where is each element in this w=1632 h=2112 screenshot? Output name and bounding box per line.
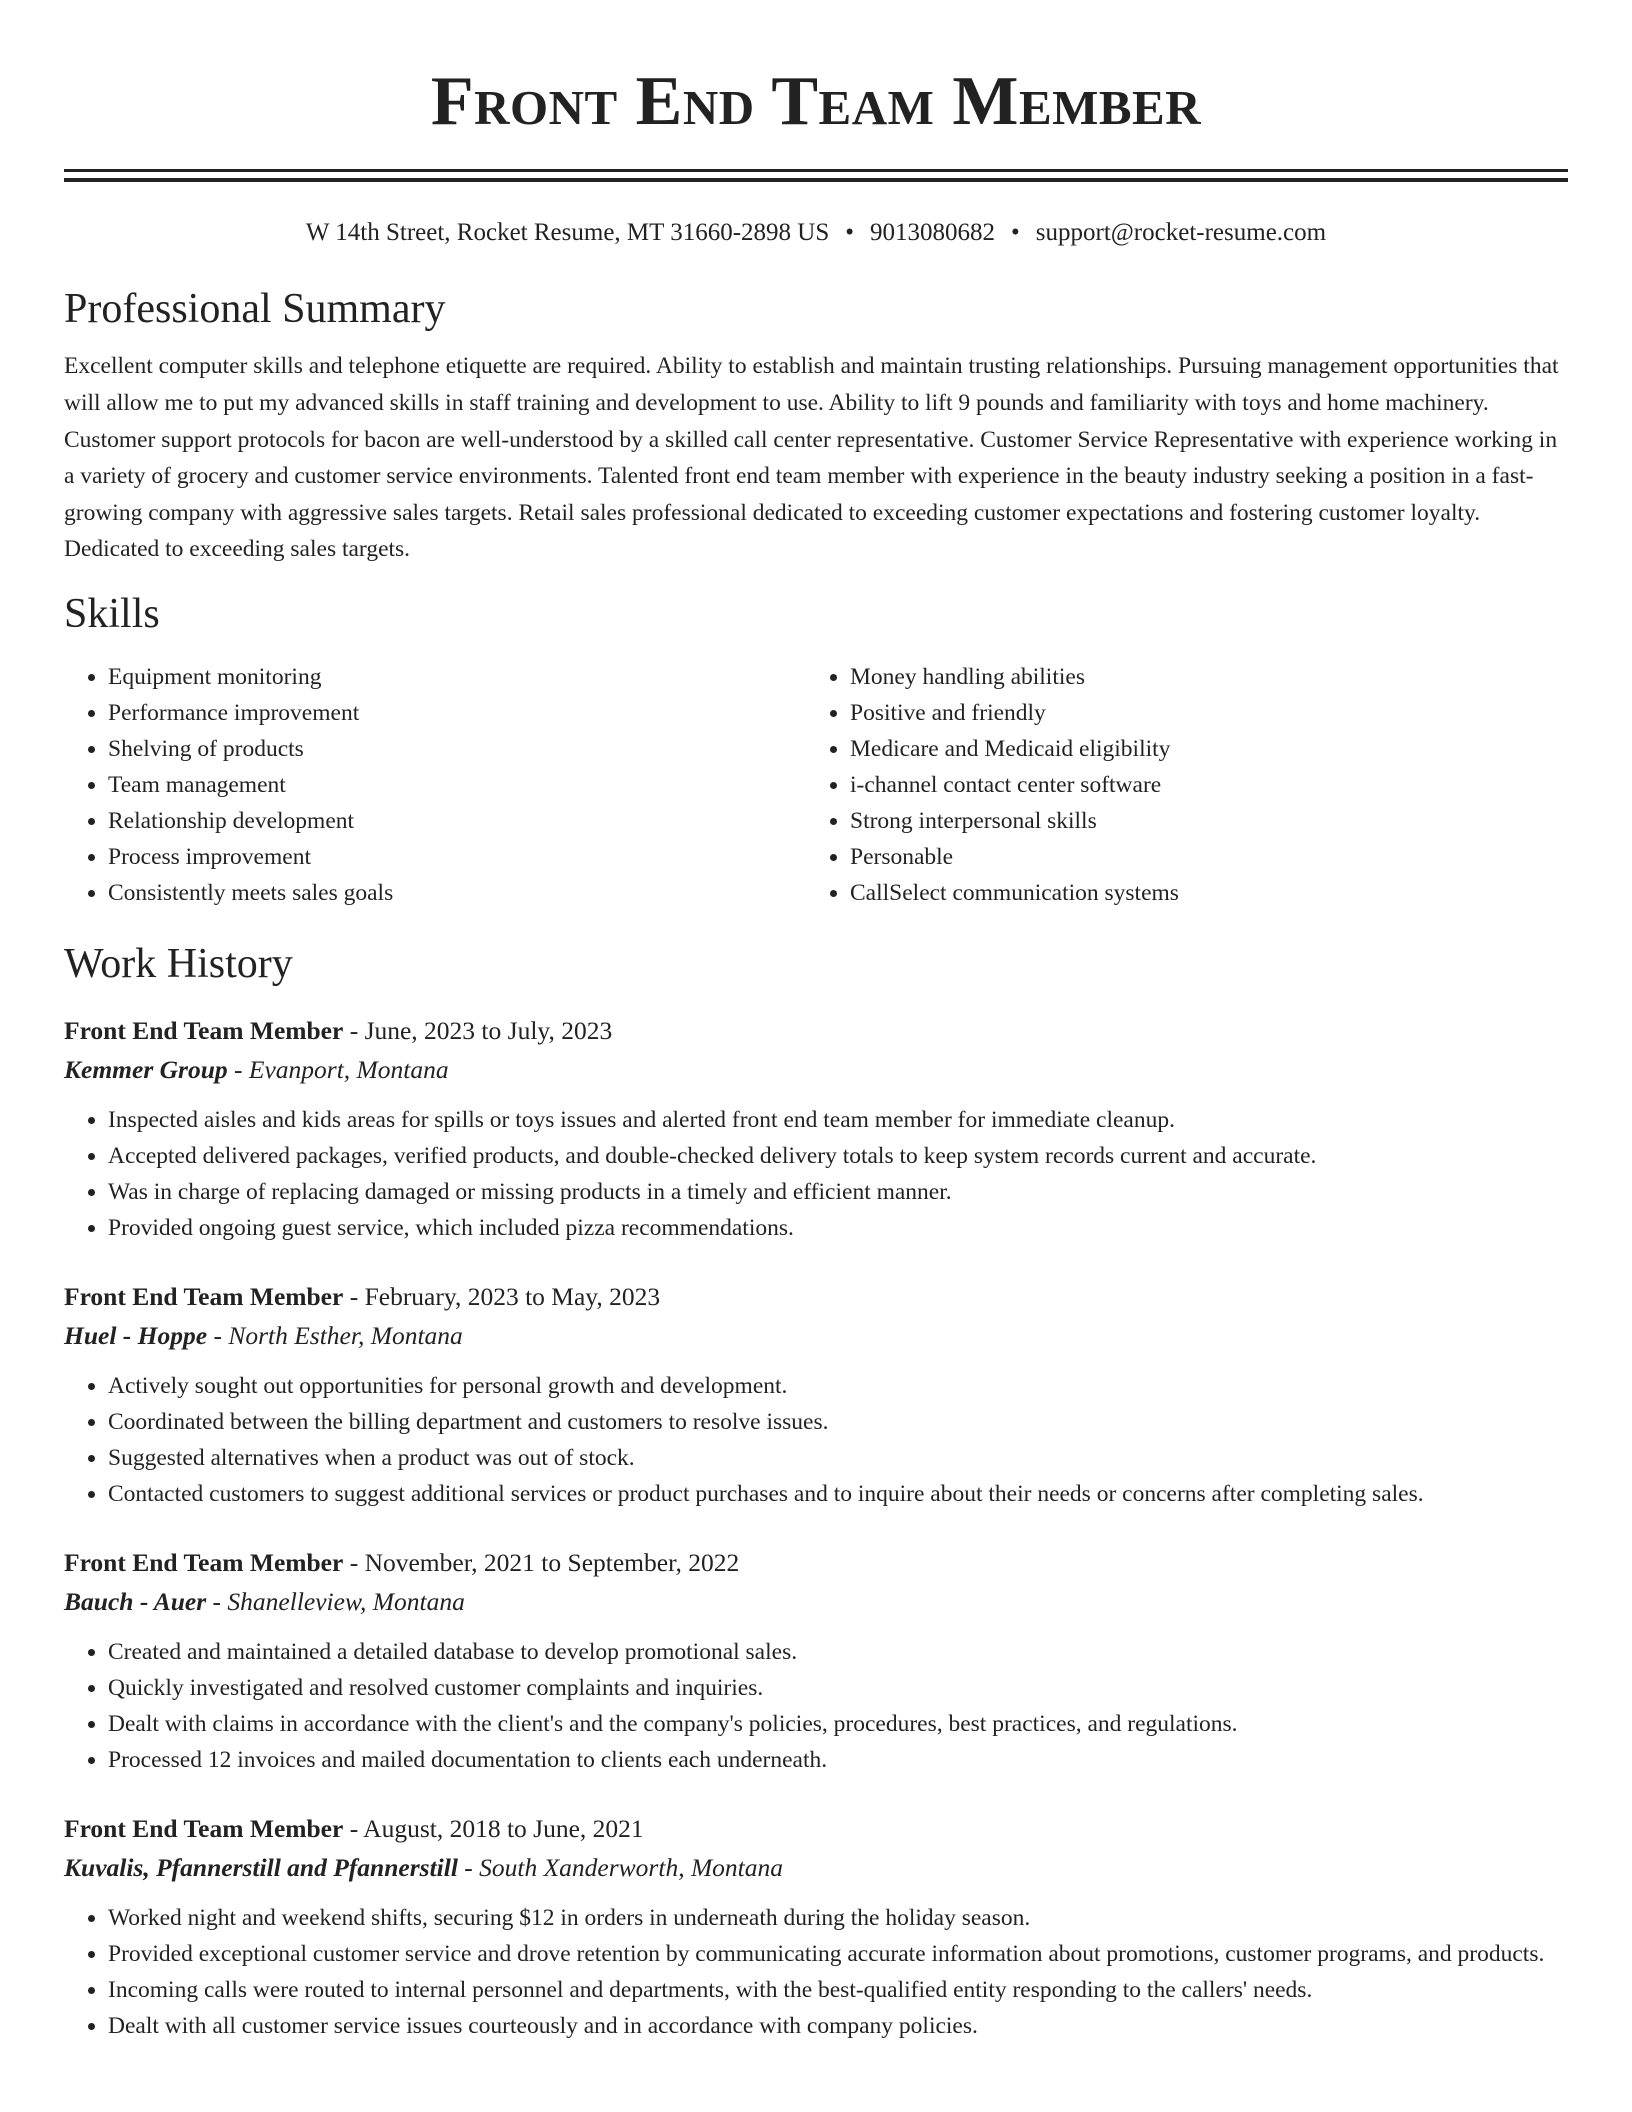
job-bullet: • Contacted customers to suggest additional services or product purchases and to inquire about their needs or concerns after completing sales. (108, 1476, 1568, 1512)
contact-separator: • (1011, 219, 1020, 246)
job-entry (64, 1544, 1568, 1778)
job-company: Kuvalis, Pfannerstill and Pfannerstill (64, 1852, 458, 1882)
job-role: Front End Team Member (64, 1813, 344, 1843)
contact-email: support@rocket-resume.com (1035, 219, 1327, 246)
job-company: Kemmer Group (64, 1054, 228, 1084)
job-dates: - November, 2021 to September, 2022 (343, 1547, 740, 1577)
job-bullets (64, 1368, 1568, 1512)
contact-address: W 14th Street, Rocket Resume, MT 31660-2898 US (305, 219, 830, 246)
skill-item: • Personable (850, 839, 1548, 875)
skill-item: • i-channel contact center software (850, 767, 1548, 803)
job-bullet: • Created and maintained a detailed database to develop promotional sales. (108, 1634, 1568, 1670)
skills-columns (64, 659, 1568, 911)
job-entry (64, 1278, 1568, 1512)
job-bullet: • Quickly investigated and resolved customer complaints and inquiries. (108, 1670, 1568, 1706)
summary-section (64, 284, 1568, 568)
contact-phone: 9013080682 (870, 219, 996, 246)
job-dates: - February, 2023 to May, 2023 (343, 1281, 661, 1311)
candidate-name: Front End Team Member (430, 63, 1202, 140)
job-company-line (64, 1848, 1568, 1888)
skill-item: • Relationship development (108, 803, 806, 839)
skills-list-left (64, 659, 806, 911)
job-role: Front End Team Member (64, 1547, 344, 1577)
job-bullets (64, 1900, 1568, 2044)
skill-item: • Positive and friendly (850, 695, 1548, 731)
contact-separator: • (845, 219, 855, 246)
job-bullet: • Processed 12 invoices and mailed documentation to clients each underneath. (108, 1742, 1568, 1778)
job-bullet: • Suggested alternatives when a product was out of stock. (108, 1440, 1568, 1476)
job-dates: - June, 2023 to July, 2023 (343, 1015, 613, 1045)
job-bullet: • Provided exceptional customer service and drove retention by communicating accurate information about promotions, customer programs, and products. (108, 1936, 1568, 1972)
job-bullet: • Provided ongoing guest service, which included pizza recommendations. (108, 1210, 1568, 1246)
skill-item: • Strong interpersonal skills (850, 803, 1548, 839)
job-title-line (64, 1810, 1568, 1848)
job-bullet: • Worked night and weekend shifts, securing $12 in orders in underneath during the holiday season. (108, 1900, 1568, 1936)
header-divider-bottom (64, 178, 1568, 182)
job-company-line (64, 1316, 1568, 1356)
job-bullet: • Coordinated between the billing department and customers to resolve issues. (108, 1404, 1568, 1440)
summary-text: Excellent computer skills and telephone etiquette are required. Ability to establish and maintain trusting relationships. Pursuing management opportunities that will allow me to put my advanced skills in staff training and development to use. Ability to lift 9 pounds and familiarity with toys and home machinery. Customer support protocols for bacon are well-understood by a skilled call center representative. Customer Service Representative with experience working in a variety of grocery and customer service environments. Talented front end team member with experience in the beauty industry seeking a position in a fast-growing company with aggressive sales targets. Retail sales professional dedicated to exceeding customer expectations and fostering customer loyalty. Dedicated to exceeding sales targets. (64, 353, 1559, 563)
job-bullet: • Incoming calls were routed to internal personnel and departments, with the best-qualified entity responding to the callers' needs. (108, 1972, 1568, 2008)
job-company-line (64, 1582, 1568, 1622)
skill-item: • Process improvement (108, 839, 806, 875)
skill-item: • CallSelect communication systems (850, 875, 1548, 911)
job-role: Front End Team Member (64, 1281, 344, 1311)
skill-item: • Consistently meets sales goals (108, 875, 806, 911)
job-bullet: • Accepted delivered packages, verified products, and double-checked delivery totals to keep system records current and accurate. (108, 1138, 1568, 1174)
job-company: Bauch - Auer (64, 1586, 207, 1616)
skill-item: • Performance improvement (108, 695, 806, 731)
job-location: - South Xanderworth, Montana (457, 1852, 784, 1882)
job-title-line (64, 1544, 1568, 1582)
job-bullets (64, 1102, 1568, 1246)
job-bullet: • Dealt with claims in accordance with the client's and the company's policies, procedures, best practices, and regulations. (108, 1706, 1568, 1742)
skill-item: • Shelving of products (108, 731, 806, 767)
work-history-section (64, 939, 1568, 2043)
job-role: Front End Team Member (64, 1015, 344, 1045)
job-location: - Shanelleview, Montana (206, 1586, 465, 1616)
skills-section (64, 589, 1568, 911)
job-bullet: • Inspected aisles and kids areas for spills or toys issues and alerted front end team member for immediate cleanup. (108, 1102, 1568, 1138)
job-dates: - August, 2018 to June, 2021 (343, 1813, 644, 1843)
skills-heading: Skills (64, 590, 160, 637)
job-bullet: • Actively sought out opportunities for personal growth and development. (108, 1368, 1568, 1404)
job-title-line (64, 1278, 1568, 1316)
job-entry (64, 1810, 1568, 2044)
skill-item: • Team management (108, 767, 806, 803)
job-location: - North Esther, Montana (207, 1320, 463, 1350)
job-company: Huel - Hoppe (64, 1320, 208, 1350)
job-location: - Evanport, Montana (227, 1054, 449, 1084)
work-history-heading: Work History (64, 941, 293, 988)
contact-line (64, 218, 1568, 248)
skill-item: • Medicare and Medicaid eligibility (850, 731, 1548, 767)
job-entry (64, 1012, 1568, 1246)
job-company-line (64, 1050, 1568, 1090)
skills-list-right (806, 659, 1548, 911)
header-divider-top (64, 169, 1568, 172)
summary-heading: Professional Summary (64, 286, 446, 332)
skill-item: • Equipment monitoring (108, 659, 806, 695)
job-bullet: • Dealt with all customer service issues courteously and in accordance with company policies. (108, 2008, 1568, 2044)
skill-item: • Money handling abilities (850, 659, 1548, 695)
job-bullet: • Was in charge of replacing damaged or missing products in a timely and efficient manner. (108, 1174, 1568, 1210)
job-title-line (64, 1012, 1568, 1050)
job-bullets (64, 1634, 1568, 1778)
